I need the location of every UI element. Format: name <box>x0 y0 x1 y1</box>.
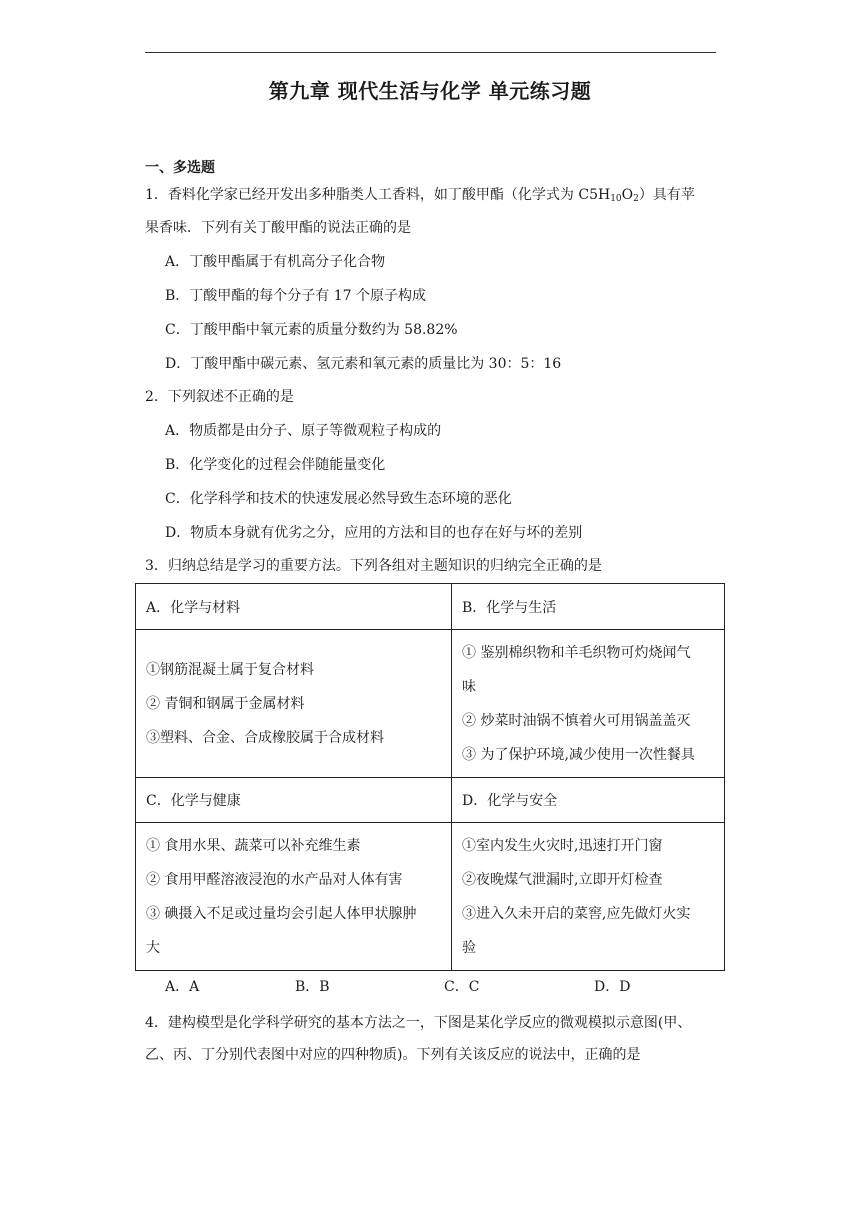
table-item: ①室内发生火灾时,迅速打开门窗 <box>462 837 663 854</box>
question-2-stem: 2．下列叙述不正确的是 <box>145 389 294 405</box>
table-cell-a <box>136 630 452 778</box>
table-item: ① 食用水果、蔬菜可以补充维生素 <box>146 837 361 854</box>
table-item: ② 青铜和钢属于金属材料 <box>146 695 305 712</box>
table-item: ② 食用甲醛溶液浸泡的水产品对人体有害 <box>146 871 403 888</box>
question-3-stem: 3．归纳总结是学习的重要方法。下列各组对主题知识的归纳完全正确的是 <box>145 558 602 574</box>
table-header-a: A．化学与材料 <box>136 584 452 630</box>
question-4-stem-cont: 乙、丙、丁分别代表图中对应的四种物质)。下列有关该反应的说法中，正确的是 <box>145 1047 641 1063</box>
question-3-table <box>135 583 725 971</box>
question-1-option-a[interactable]: A．丁酸甲酯属于有机高分子化合物 <box>165 254 386 270</box>
table-cell-b <box>452 630 725 778</box>
question-1-stem-cont: 果香味．下列有关丁酸甲酯的说法正确的是 <box>145 220 411 236</box>
table-item: ①钢筋混凝土属于复合材料 <box>146 661 314 678</box>
question-4-stem: 4．建构模型是化学科学研究的基本方法之一，下图是某化学反应的微观模拟示意图(甲、 <box>145 1015 692 1031</box>
question-2-option-a[interactable]: A．物质都是由分子、原子等微观粒子构成的 <box>165 423 442 439</box>
table-item: 大 <box>146 939 160 956</box>
table-cell-d <box>452 823 725 971</box>
table-header-d: D．化学与安全 <box>452 778 725 823</box>
table-item: ① 鉴别棉织物和羊毛织物可灼烧闻气 <box>462 644 691 661</box>
table-item: ③进入久未开启的菜窖,应先做灯火实 <box>462 905 691 922</box>
table-item: ③塑料、合金、合成橡胶属于合成材料 <box>146 729 384 746</box>
table-item: 味 <box>462 678 476 695</box>
table-item: ② 炒菜时油锅不慎着火可用锅盖盖灭 <box>462 712 691 729</box>
question-1-option-b[interactable]: B．丁酸甲酯的每个分子有 17 个原子构成 <box>165 288 427 304</box>
table-item: ③ 为了保护环境,减少使用一次性餐具 <box>462 746 695 763</box>
table-item: 验 <box>462 939 476 956</box>
question-1-option-d[interactable]: D．丁酸甲酯中碳元素、氢元素和氧元素的质量比为 30：5：16 <box>165 356 562 372</box>
question-2-option-d[interactable]: D．物质本身就有优劣之分，应用的方法和目的也存在好与坏的差别 <box>165 525 583 541</box>
table-item: ②夜晚煤气泄漏时,立即开灯检查 <box>462 871 663 888</box>
question-2-option-c[interactable]: C．化学科学和技术的快速发展必然导致生态环境的恶化 <box>165 491 512 507</box>
question-2-option-b[interactable]: B．化学变化的过程会伴随能量变化 <box>165 457 386 473</box>
header-rule <box>145 52 716 53</box>
question-3-answer-b[interactable]: B．B <box>295 979 330 995</box>
question-3-answer-a[interactable]: A．A <box>165 979 200 995</box>
table-header-b: B．化学与生活 <box>452 584 725 630</box>
question-3-answer-d[interactable]: D．D <box>594 979 631 995</box>
table-header-c: C．化学与健康 <box>136 778 452 823</box>
page-title: 第九章 现代生活与化学 单元练习题 <box>268 79 592 103</box>
question-3-answer-c[interactable]: C．C <box>444 979 480 995</box>
question-1-stem: 1．香料化学家已经开发出多种脂类人工香料，如丁酸甲酯（化学式为 $C5H_{10}O_2$）具有苹 <box>145 187 695 204</box>
table-cell-c <box>136 823 452 971</box>
table-item: ③ 碘摄入不足或过量均会引起人体甲状腺肿 <box>146 905 417 922</box>
question-1-option-c[interactable]: C．丁酸甲酯中氧元素的质量分数约为 58.82% <box>165 322 458 338</box>
section-heading: 一、多选题 <box>145 160 215 176</box>
